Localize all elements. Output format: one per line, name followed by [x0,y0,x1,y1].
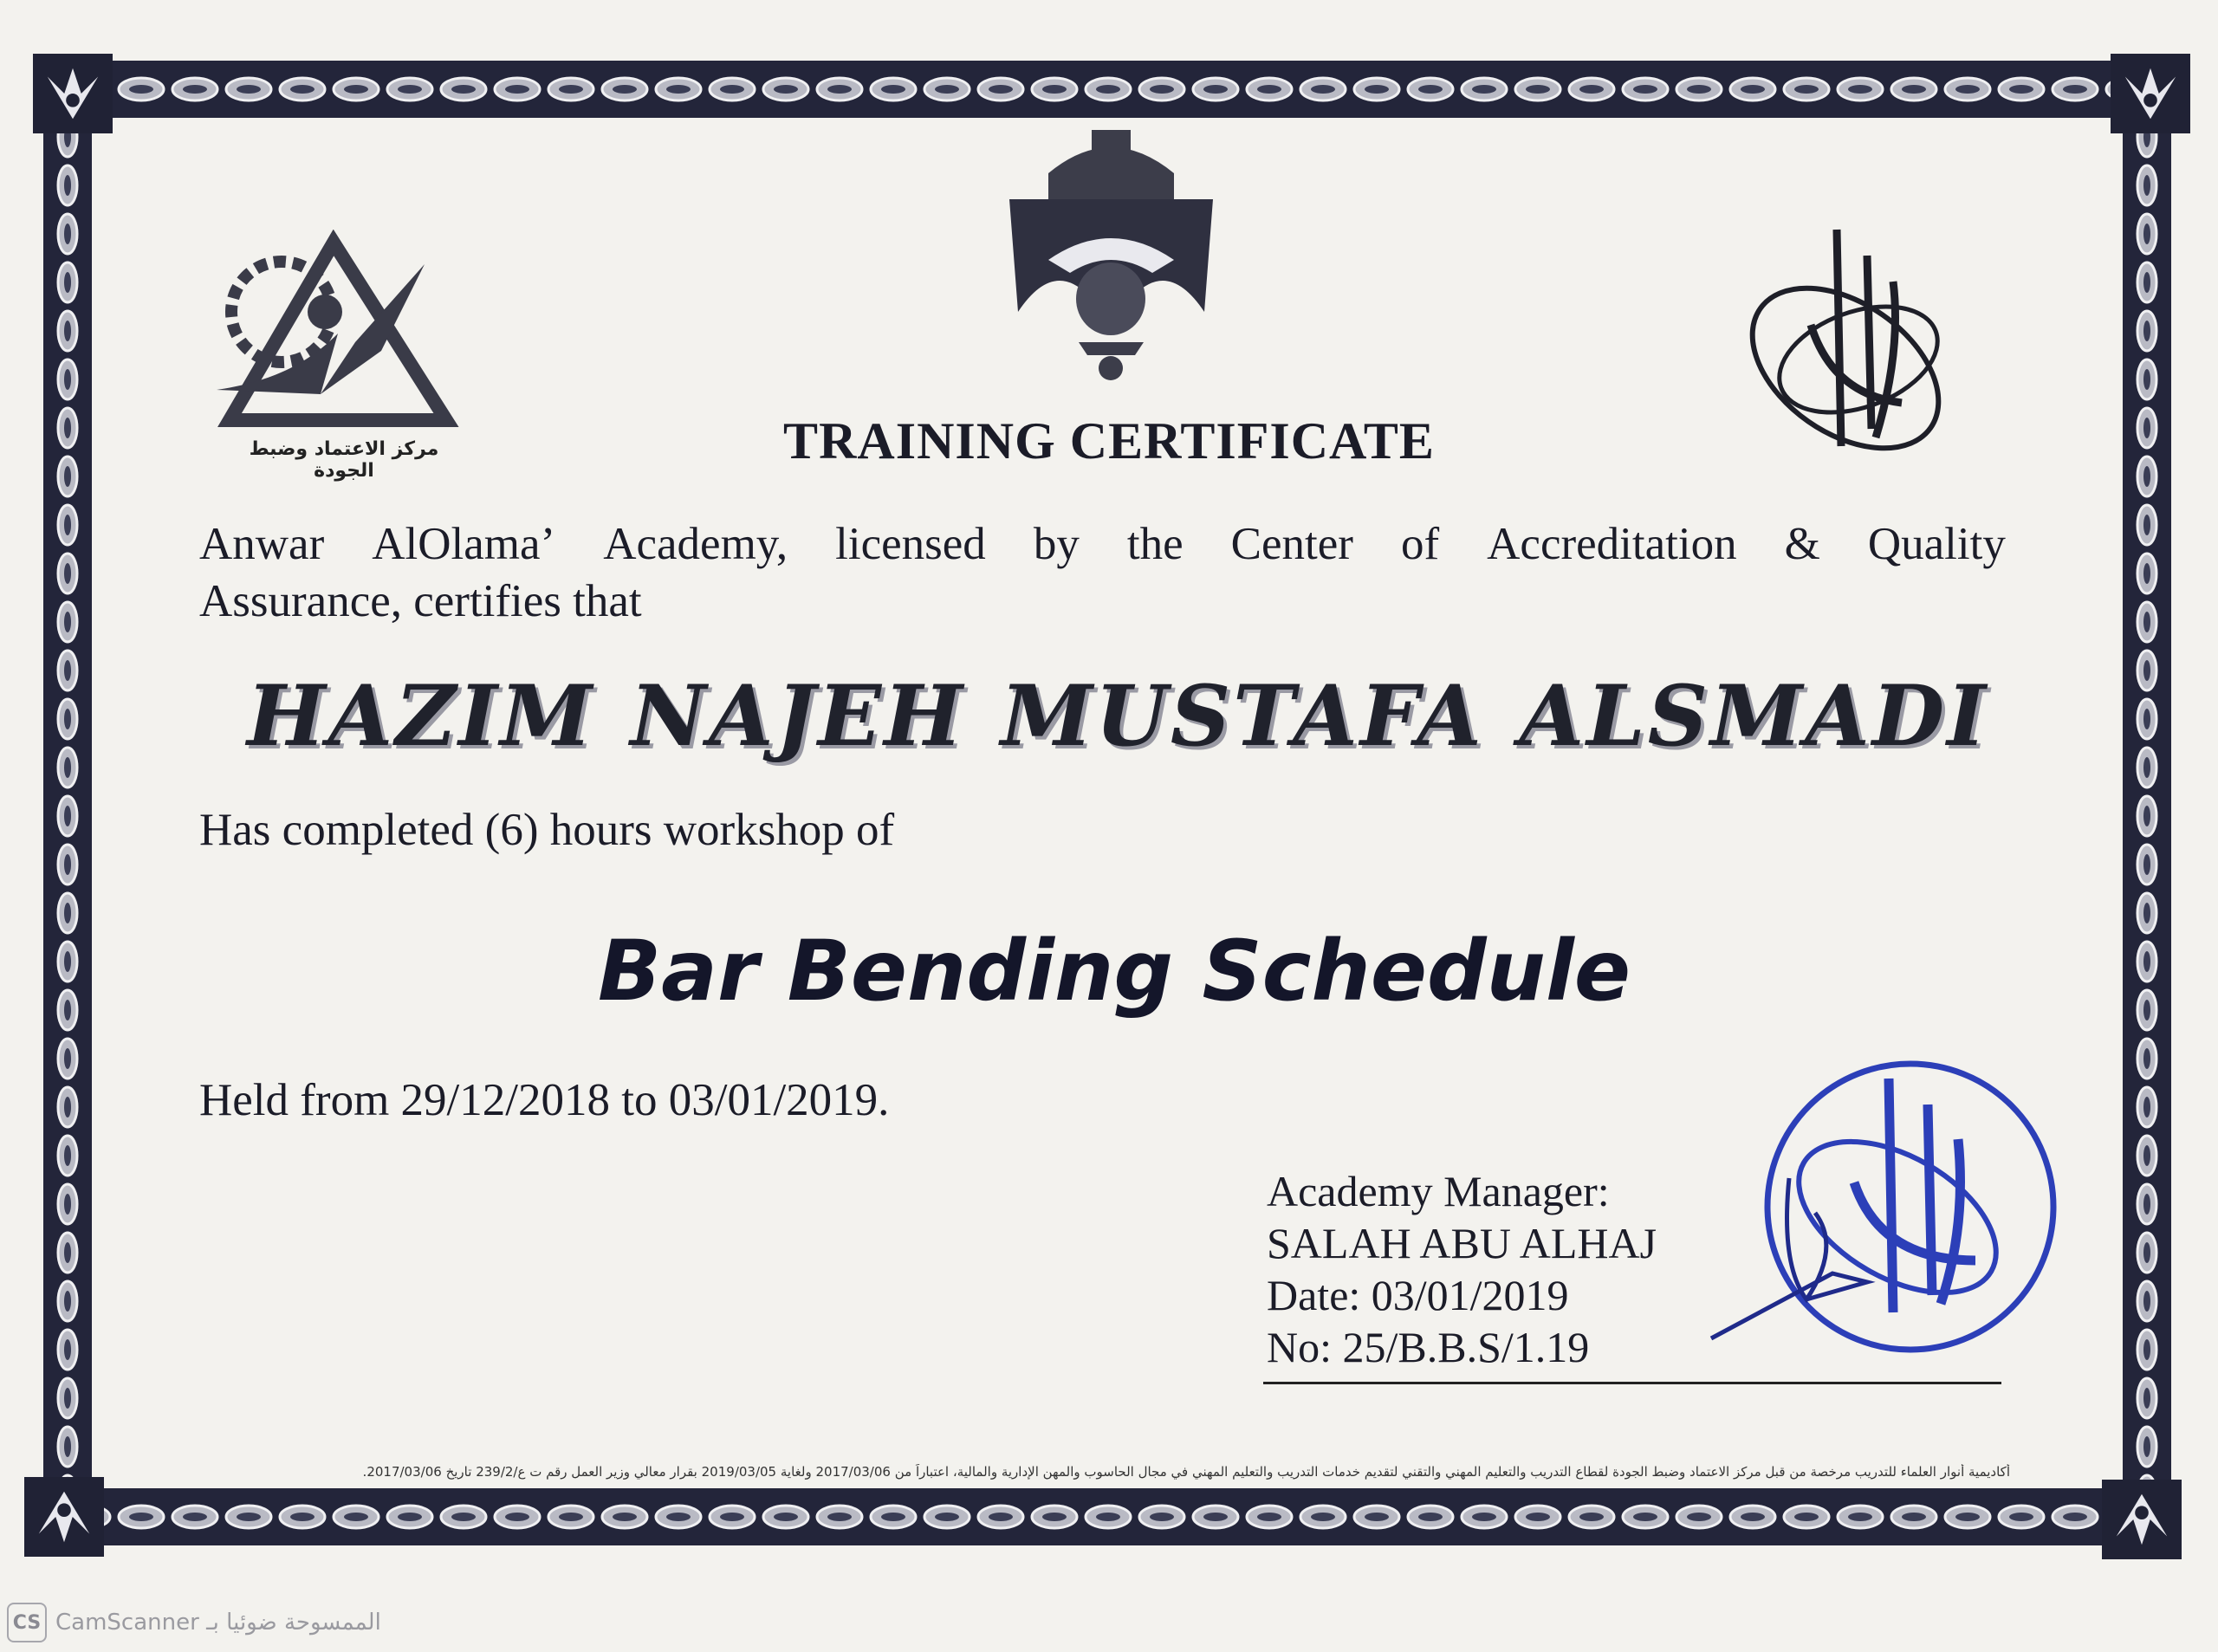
camscanner-text: CamScanner الممسوحة ضوئيا بـ [55,1610,381,1636]
certificate-title: TRAINING CERTIFICATE [783,412,1435,470]
accreditation-logo-icon [208,230,459,437]
footer-legal-note: أكاديمية أنوار العلماء للتدريب مرخصة من قبل مركز الاعتماد وضبط الجودة لقطاع التدريب والتعليم المهني والتقني لتقديم خدمات التدريب والتعليم المهني في مجال الحاسوب والمهن الإدارية والمالية، اعتباراً من 2017/03/06 ولغاية 2019/03/05 بقرار معالي وزير العمل رقم ت ع/239/2 تاريخ 2017/03/06. [362,1464,2010,1480]
recipient-name-word: MUSTAFA [1000,667,1484,765]
accreditation-logo-caption: مركز الاعتماد وضبط الجودة [249,438,439,482]
intro-word: the [1126,519,1184,569]
recipient-name-word: HAZIM [247,667,595,765]
recipient-name [247,667,1988,765]
lotus-ornament-icon [39,60,107,127]
intro-word: AlOlama’ [372,519,556,569]
manager-signature-icon [1702,1161,1902,1351]
intro-word: of [1400,519,1440,569]
recipient-name-word: NAJEH [630,667,965,765]
lotus-ornament-icon [2108,1486,2176,1553]
intro-word: & [1784,519,1820,569]
manager-role: Academy Manager: [1267,1167,1610,1215]
border-right [2123,113,2171,1494]
intro-paragraph [199,515,2006,630]
signature-line [1263,1382,2001,1384]
border-left [43,113,92,1494]
manager-block [1267,1165,1657,1373]
border-top [61,61,2157,118]
certificate-date: Date: 03/01/2019 [1267,1271,1569,1319]
intro-word: Accreditation [1487,519,1737,569]
border-top-pattern [61,61,2157,118]
border-left-pattern [43,113,92,1494]
corner-ornament-top-right [2111,54,2190,133]
manager-name: SALAH ABU ALHAJ [1267,1219,1657,1267]
course-title: Bar Bending Schedule [598,923,1631,1020]
border-bottom-pattern [61,1488,2157,1545]
certificate-number: No: 25/B.B.S/1.19 [1267,1323,1590,1371]
corner-ornament-top-left [33,54,113,133]
lotus-ornament-icon [2117,60,2184,127]
royal-coat-of-arms-icon [996,121,1226,385]
academy-calligraphy-logo-icon [1728,221,1967,481]
intro-word: Quality [1867,519,2006,569]
lotus-ornament-icon [30,1483,98,1551]
intro-line-2: Assurance, certifies that [199,576,642,626]
intro-line-1 [199,515,2006,573]
border-bottom [61,1488,2157,1545]
border-right-pattern [2123,113,2171,1494]
camscanner-watermark [7,1603,381,1642]
intro-word: Anwar [199,519,325,569]
intro-word: by [1033,519,1080,569]
corner-ornament-bottom-left [24,1477,104,1557]
held-dates: Held from 29/12/2018 to 03/01/2019. [199,1075,890,1125]
recipient-name-word: ALSMADI [1519,667,1988,765]
intro-word: Center [1230,519,1353,569]
corner-ornament-bottom-right [2102,1480,2182,1559]
intro-word: licensed [835,519,986,569]
intro-word: Academy, [603,519,788,569]
camscanner-logo-icon: CS [7,1603,47,1642]
workshop-statement: Has completed (6) hours workshop of [199,805,895,855]
